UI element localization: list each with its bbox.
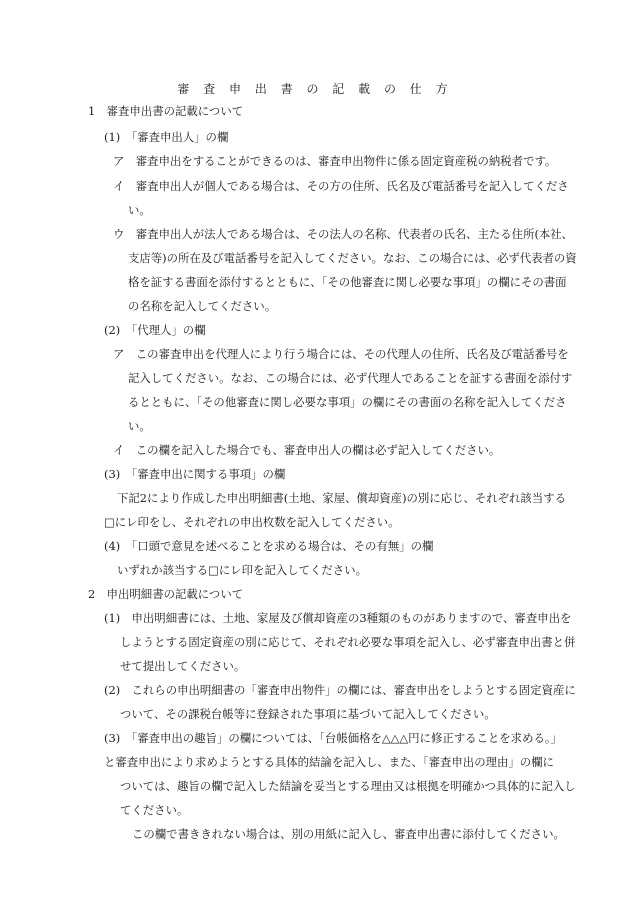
text-line: るとともに、「その他審査に関し必要な事項」の欄にその書面の名称を記入してくださ xyxy=(128,395,567,409)
text-line: 格を証する書面を添付するとともに、「その他審査に関し必要な事項」の欄にその書面 xyxy=(128,275,567,289)
text-line: ア この審査申出を代理人により行う場合には、その代理人の住所、氏名及び電話番号を xyxy=(113,347,569,361)
text-line: (2) これらの申出明細書の「審査申出物件」の欄には、審査申出をしようとする固定資産に xyxy=(104,683,576,697)
text-line: ついては、趣旨の欄で記入した結論を妥当とする理由又は根拠を明確かつ具体的に記入し xyxy=(120,779,576,793)
text-line: 2 申出明細書の記載について xyxy=(88,587,244,601)
text-line: 下記2により作成した申出明細書(土地、家屋、償却資産)の別に応じ、それぞれ該当する xyxy=(117,491,566,505)
text-line: 1 審査申出書の記載について xyxy=(88,104,244,118)
text-line: いずれか該当する□にレ印を記入してください。 xyxy=(117,563,367,577)
text-line: ウ 審査申出人が法人である場合は、その法人の名称、代表者の氏名、主たる住所(本社、 xyxy=(113,227,574,241)
text-line: ア 審査申出をすることができるのは、審査申出物件に係る固定資産税の納税者です。 xyxy=(113,154,557,168)
text-line: (1) 申出明細書には、土地、家屋及び償却資産の3種類のものがありますので、審査申出を xyxy=(104,611,572,625)
text-line: 支店等)の所在及び電話番号を記入してください。なお、この場合には、必ず代表者の資 xyxy=(128,251,577,265)
text-line: (4) 「口頭で意見を述べることを求める場合は、その有無」の欄 xyxy=(104,539,434,553)
text-line: この欄で書ききれない場合は、別の用紙に記入し、審査申出書に添付してください。 xyxy=(132,827,565,841)
text-line: (3) 「審査申出の趣旨」の欄については、「台帳価格を△△△円に修正することを求める。」 xyxy=(104,731,562,745)
text-line: (3) 「審査申出に関する事項」の欄 xyxy=(104,467,286,481)
text-line: の名称を記入してください。 xyxy=(128,299,277,313)
text-line: ついて、その課税台帳等に登録された事項に基づいて記入してください。 xyxy=(120,707,496,721)
document-title: 審 査 申 出 書 の 記 載 の 仕 方 xyxy=(177,82,453,96)
text-line: イ 審査申出人が個人である場合は、その方の住所、氏名及び電話番号を記入してくださ xyxy=(113,179,569,193)
text-line: イ この欄を記入した場合でも、審査申出人の欄は必ず記入してください。 xyxy=(113,443,501,457)
text-line: い。 xyxy=(128,203,151,217)
text-line: しようとする固定資産の別に応じて、それぞれ必要な事項を記入し、必ず審査申出書と併 xyxy=(120,635,576,649)
text-line: い。 xyxy=(128,419,151,433)
text-line: てください。 xyxy=(120,803,189,817)
text-line: (2) 「代理人」の欄 xyxy=(104,323,206,337)
text-line: □にレ印をし、それぞれの申出枚数を記入してください。 xyxy=(104,515,400,529)
text-line: と審査申出により求めようとする具体的結論を記入し、また、「審査申出の理由」の欄に xyxy=(104,755,554,769)
text-line: 記入してください。なお、この場合には、必ず代理人であることを証する書面を添付す xyxy=(128,371,573,385)
text-line: せて提出してください。 xyxy=(120,659,246,673)
text-line: (1) 「審査申出人」の欄 xyxy=(104,130,229,144)
